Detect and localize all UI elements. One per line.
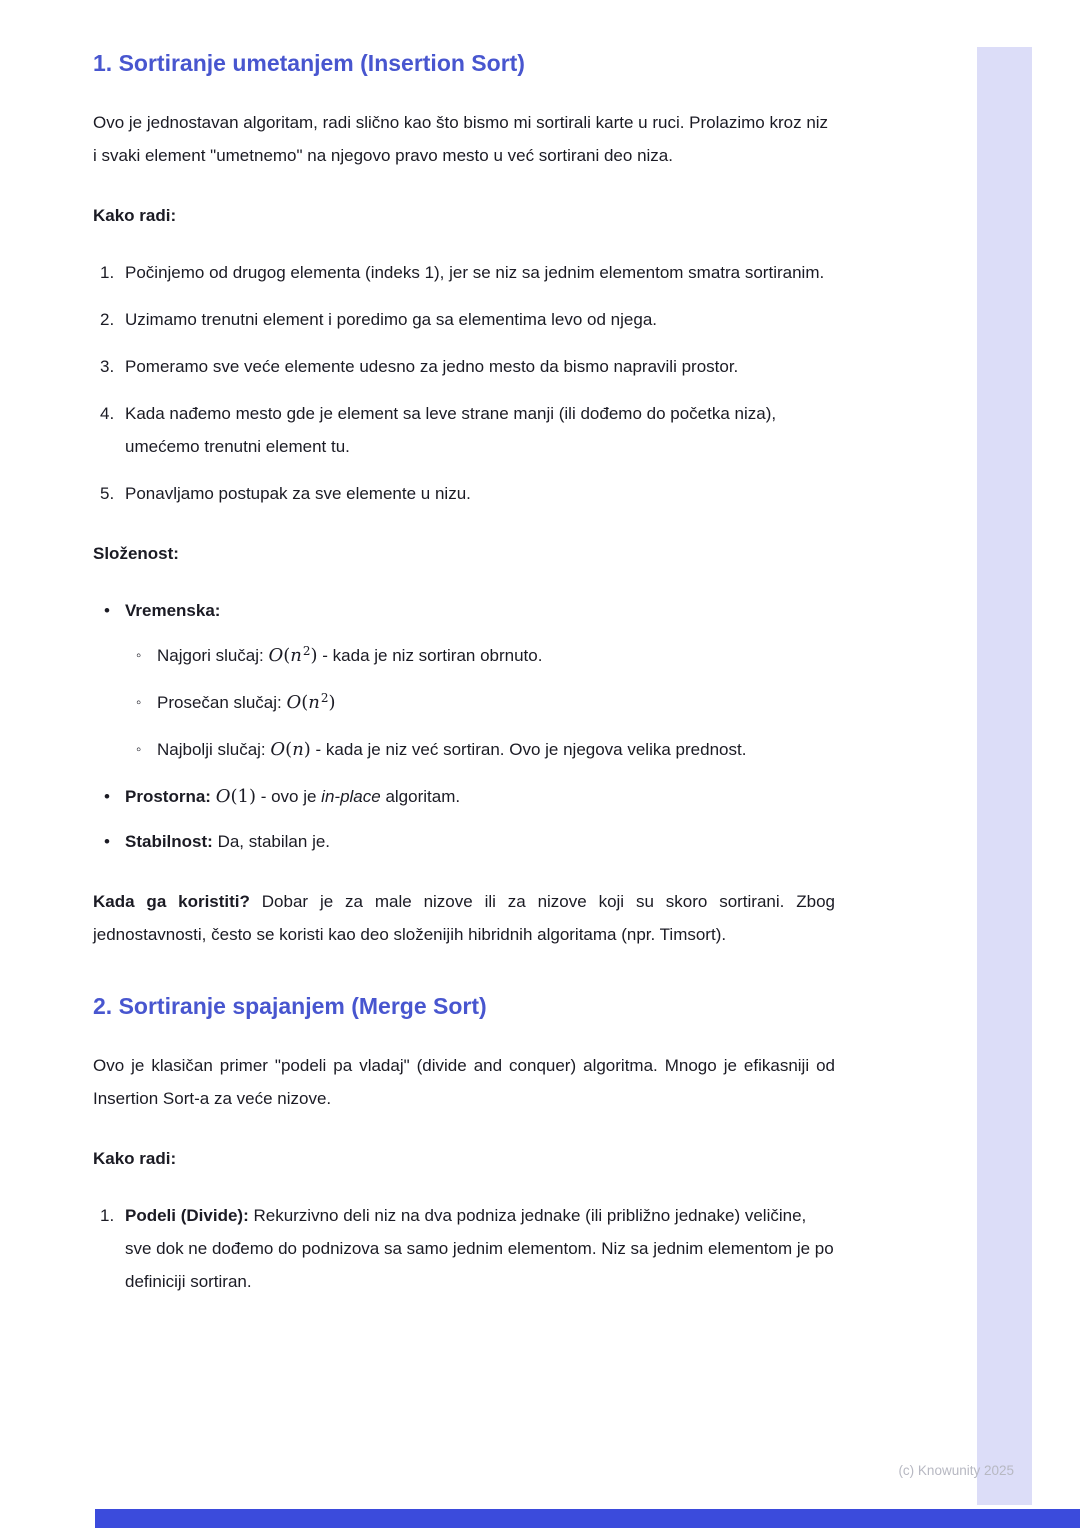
math-part: O [270, 739, 286, 760]
text-part: Prosečan slučaj: [157, 693, 287, 712]
list-number: 5. [100, 484, 115, 503]
list-text [157, 639, 835, 672]
bold-lead: Kada ga koristiti? [93, 892, 250, 911]
math-part: O [286, 692, 302, 713]
math-part: 2 [320, 691, 329, 705]
list-number: 1. [100, 1206, 115, 1225]
merge-steps-list [93, 1199, 835, 1298]
text-part: Rekurzivno deli niz na dva podniza jednake (ili približno jednake) veličine, sve dok ne dođemo do podnizova sa samo jednim elementom. Niz sa jednim elementom je po definiciji sortiran. [125, 1206, 834, 1291]
math-part: ( [230, 786, 238, 807]
list-number: 2. [100, 310, 115, 329]
math-part: ) [328, 692, 336, 713]
bullet-icon: • [104, 601, 110, 620]
text-part: algoritam. [380, 787, 461, 806]
math-part: ( [301, 692, 309, 713]
text-part: Dobar je za male nizove ili za nizove koji su skoro sortirani. Zbog jednostavnosti, često se koristi kao deo složenijih hibridnih algoritama (npr. Timsort). [93, 892, 835, 944]
math-part: ) [248, 786, 256, 807]
list-item-average-case [93, 686, 835, 719]
paragraph-insertion-intro: Ovo je jednostavan algoritam, radi slično kao što bismo mi sortirali karte u ruci. Prolazimo kroz niz i svaki element "umetnemo" na njegovo pravo mesto u već sortirani deo niza. [93, 113, 829, 165]
copyright-footer: (c) Knowunity 2025 [898, 1463, 1014, 1478]
bullet-icon: • [104, 832, 110, 851]
circle-bullet-icon: ◦ [136, 694, 142, 711]
math-part: ( [285, 739, 293, 760]
paragraph-merge-intro: Ovo je klasičan primer "podeli pa vladaj" (divide and conquer) algoritma. Mnogo je efikasniji od Insertion Sort-a za veće nizove. [93, 1056, 835, 1108]
list-text [125, 594, 835, 627]
math-part: n [292, 739, 304, 760]
math-part: ) [310, 645, 318, 666]
list-text [125, 1199, 835, 1298]
bold-lead: Stabilnost: [125, 832, 213, 851]
list-text [157, 686, 835, 719]
document-content [93, 48, 835, 1325]
text-part: - ovo je [255, 787, 322, 806]
math-part: O [215, 786, 231, 807]
circle-bullet-icon: ◦ [136, 647, 142, 664]
bottom-accent-bar [95, 1509, 1080, 1528]
insertion-steps-list [93, 256, 835, 510]
math-part: ) [303, 739, 311, 760]
time-complexity-sublist [93, 639, 835, 766]
math-part: 2 [302, 644, 311, 658]
list-number: 4. [100, 404, 115, 423]
list-item-stability [93, 825, 835, 858]
math-part: 1 [237, 786, 249, 807]
circle-bullet-icon: ◦ [136, 741, 142, 758]
section-title-insertion-sort: 1. Sortiranje umetanjem (Insertion Sort) [93, 50, 525, 76]
math-O-n-squared [286, 692, 335, 713]
math-O-1 [216, 786, 256, 807]
text-part: Najgori slučaj: [157, 646, 269, 665]
complexity-list [93, 594, 835, 858]
math-part: n [290, 645, 302, 666]
list-item-space [93, 780, 835, 813]
section-title-merge-sort: 2. Sortiranje spajanjem (Merge Sort) [93, 993, 487, 1019]
list-item [93, 350, 835, 383]
list-item [93, 1199, 835, 1298]
list-text: Kada nađemo mesto gde je element sa leve strane manji (ili dođemo do početka niza), umećemo trenutni element tu. [125, 404, 777, 456]
list-text [125, 825, 835, 858]
list-text: Ponavljamo postupak za sve elemente u nizu. [125, 484, 471, 503]
right-accent-bar [977, 47, 1032, 1505]
text-part: - kada je niz već sortiran. Ovo je njegova velika prednost. [310, 740, 747, 759]
math-O-n-squared [269, 645, 318, 666]
subheading-complexity: Složenost: [93, 544, 179, 563]
list-text: Pomeramo sve veće elemente udesno za jedno mesto da bismo napravili prostor. [125, 357, 739, 376]
bold-lead: Prostorna: [125, 787, 216, 806]
paragraph-when-to-use [93, 885, 835, 951]
bold-lead: Podeli (Divide): [125, 1206, 249, 1225]
math-part: ( [283, 645, 291, 666]
math-O-n [270, 739, 310, 760]
list-item-time [93, 594, 835, 627]
math-part: O [268, 645, 284, 666]
list-item [93, 303, 835, 336]
text-part: Najbolji slučaj: [157, 740, 271, 759]
list-item [93, 256, 835, 289]
italic-term: in-place [321, 787, 381, 806]
subheading-how-it-works-1: Kako radi: [93, 206, 177, 225]
list-number: 1. [100, 263, 115, 282]
list-item-worst-case [93, 639, 835, 672]
list-item-best-case [93, 733, 835, 766]
bullet-icon: • [104, 787, 110, 806]
list-number: 3. [100, 357, 115, 376]
list-text [157, 733, 835, 766]
math-part: n [308, 692, 320, 713]
list-text [125, 780, 835, 813]
text-part: - kada je niz sortiran obrnuto. [317, 646, 543, 665]
list-item [93, 477, 835, 510]
bold-lead: Vremenska: [125, 601, 221, 620]
subheading-how-it-works-2: Kako radi: [93, 1149, 177, 1168]
list-text: Počinjemo od drugog elementa (indeks 1), jer se niz sa jednim elementom smatra sortiranim. [125, 263, 825, 282]
text-part: Da, stabilan je. [212, 832, 331, 851]
list-text: Uzimamo trenutni element i poredimo ga sa elementima levo od njega. [125, 310, 657, 329]
list-item [93, 397, 835, 463]
